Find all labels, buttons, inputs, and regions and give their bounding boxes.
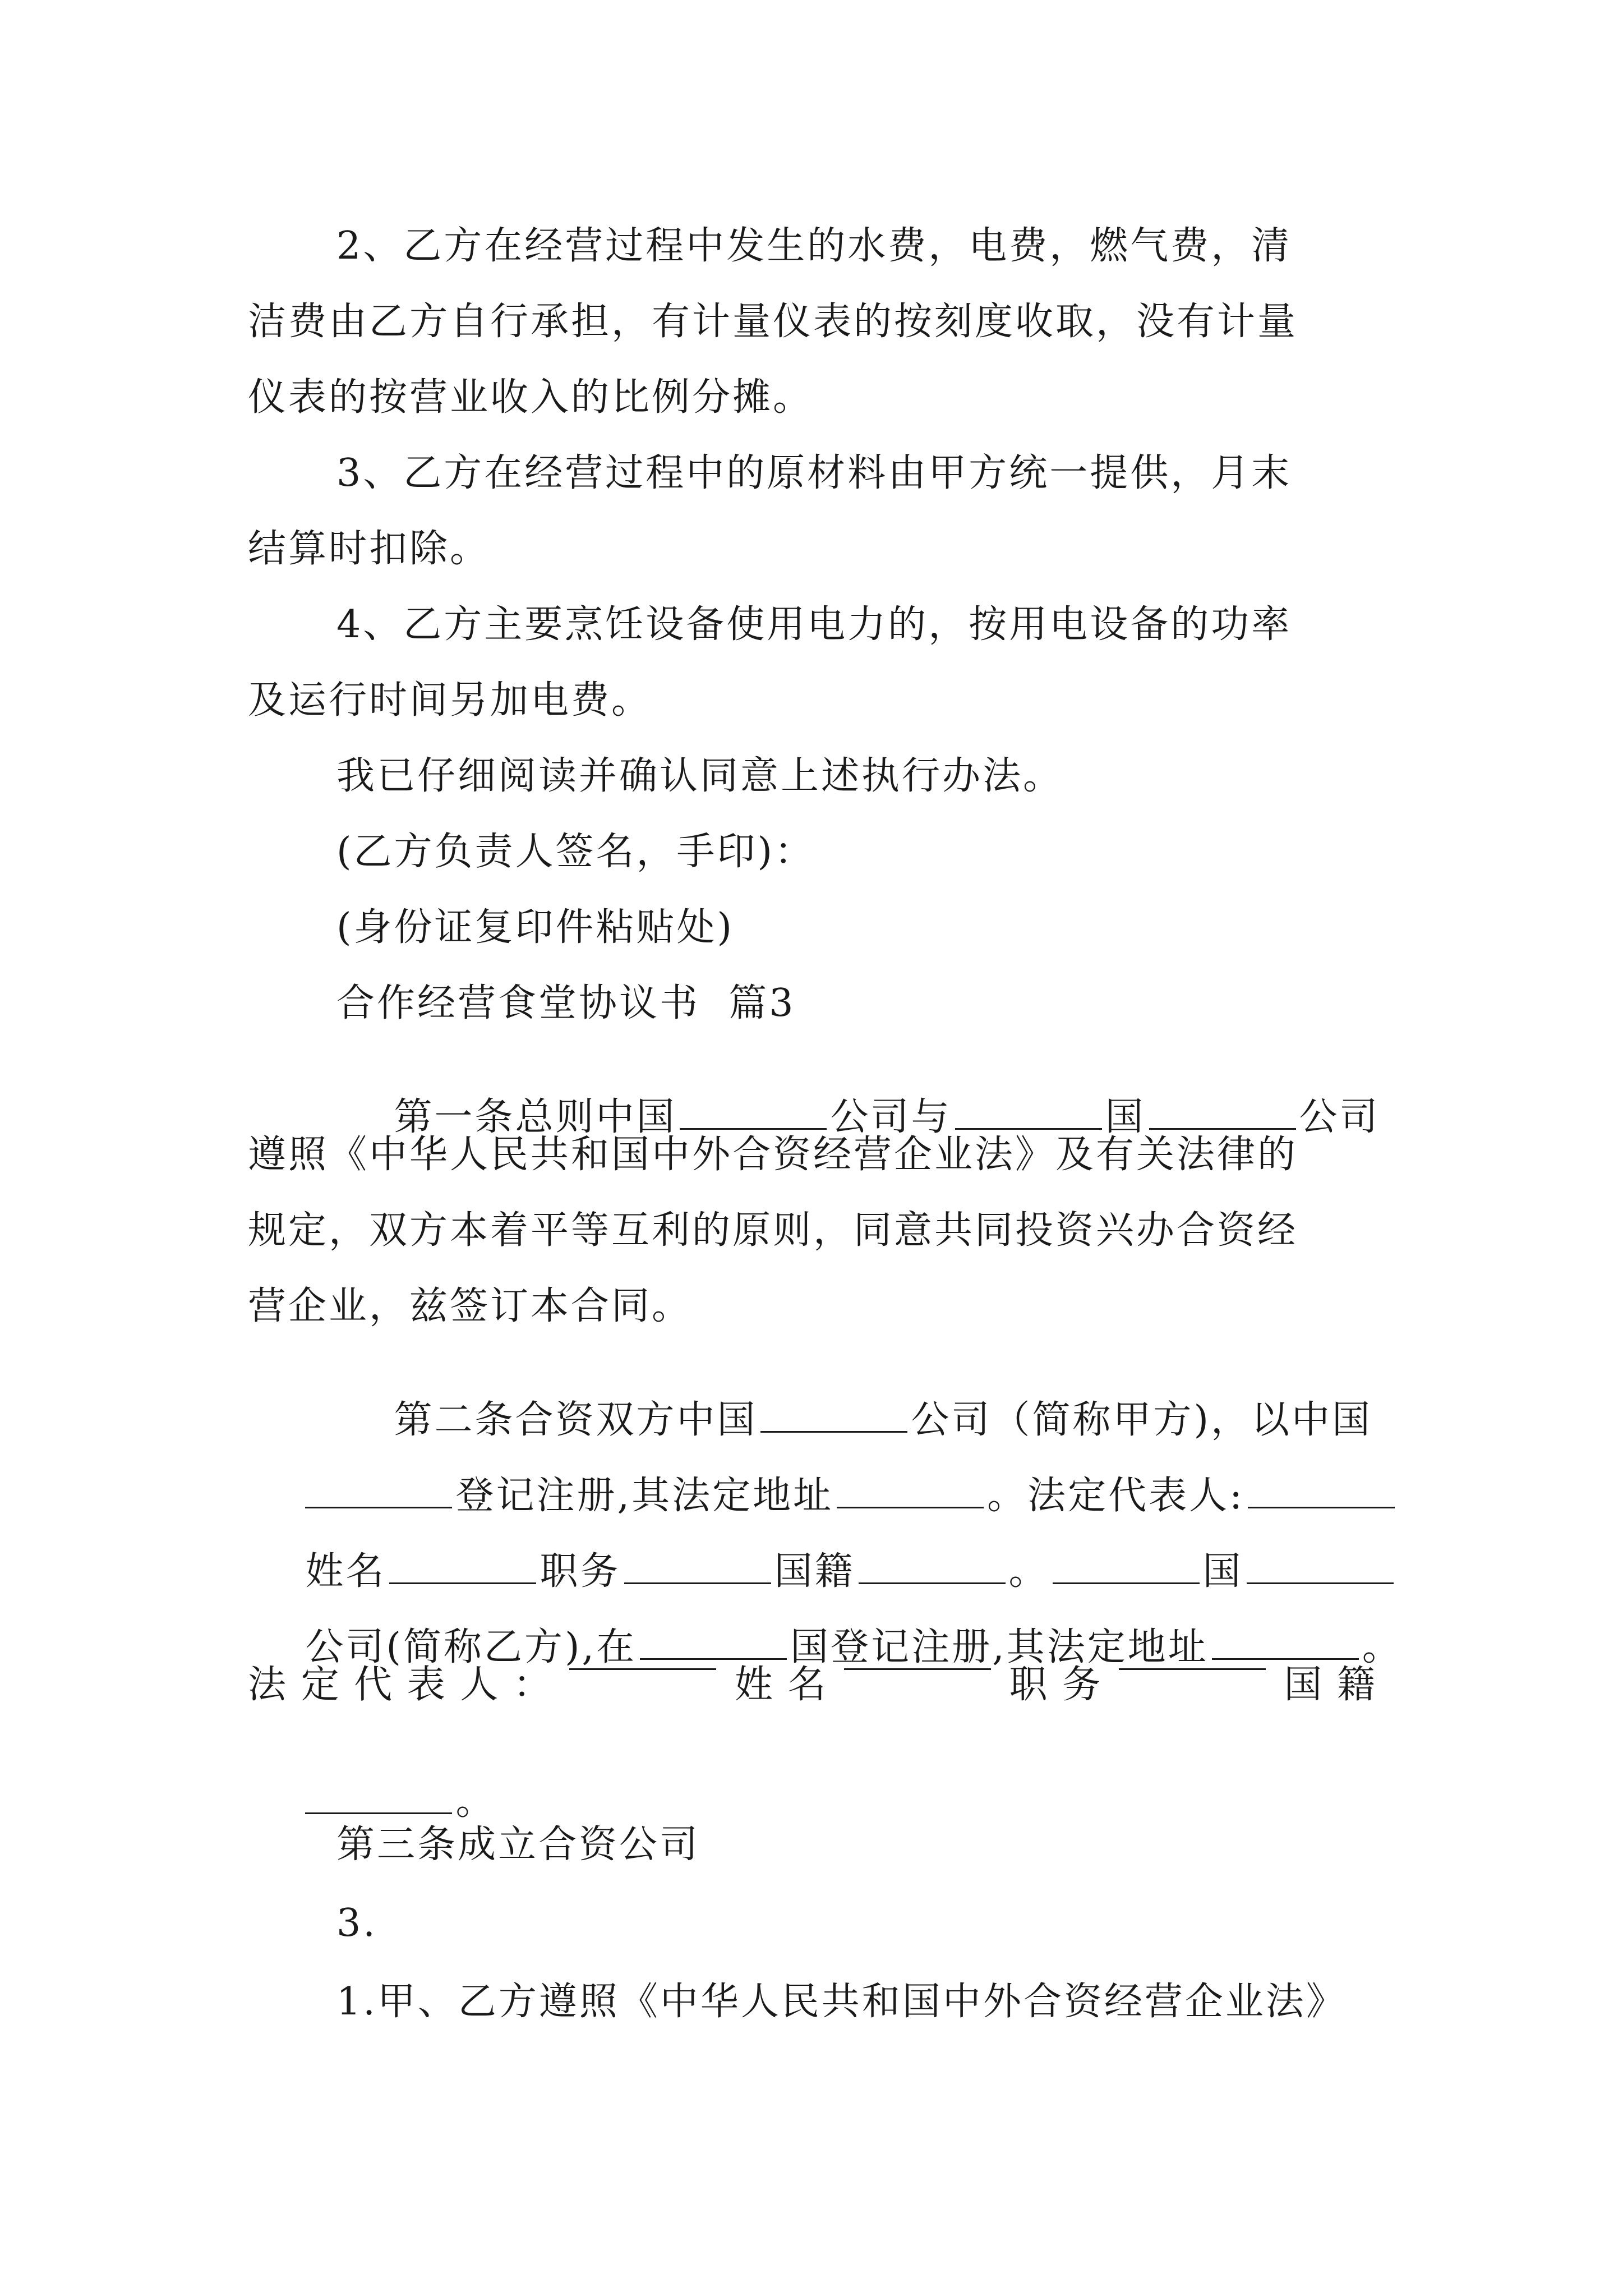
text: 国	[1105, 1095, 1146, 1139]
text: 名	[787, 1663, 826, 1707]
text: 国登记注册,其法定地址	[790, 1625, 1209, 1669]
id-copy-line: (身份证复印件粘贴处)	[336, 905, 735, 950]
blank-field	[1248, 1504, 1395, 1508]
blank-field	[305, 1810, 452, 1814]
article-2-line-5	[248, 1663, 1375, 1707]
blank-field	[1149, 1126, 1296, 1130]
text: 。	[1362, 1625, 1403, 1669]
blank-field	[859, 1580, 1006, 1584]
blank-field	[640, 1656, 787, 1660]
blank-field	[760, 1429, 907, 1433]
text: 法	[248, 1663, 287, 1707]
text: 国籍	[774, 1549, 855, 1594]
article-3-item-1: 1.甲、乙方遵照《中华人民共和国中外合资经营企业法》	[336, 1980, 1347, 2024]
text: 公司	[1299, 1095, 1380, 1139]
blank-field	[1212, 1656, 1359, 1660]
paragraph-line: 仪表的按营业收入的比例分摊。	[248, 375, 814, 420]
paragraph-line: 洁费由乙方自行承担，有计量仪表的按刻度收取，没有计量	[248, 300, 1298, 344]
blank-field	[837, 1504, 984, 1508]
blank-field	[389, 1580, 536, 1584]
text: 职	[1009, 1663, 1048, 1707]
text: ：	[513, 1663, 551, 1707]
blank-field	[1119, 1666, 1266, 1670]
text: 姓名	[305, 1549, 386, 1594]
blank-field	[305, 1504, 452, 1508]
text: 公司与	[830, 1095, 952, 1139]
text: 定	[301, 1663, 339, 1707]
text: 国	[1284, 1663, 1322, 1707]
text: 职务	[540, 1549, 621, 1594]
blank-field	[1247, 1580, 1394, 1584]
text: 公司(简称乙方),在	[305, 1625, 637, 1669]
paragraph-line: 4、乙方主要烹饪设备使用电力的，按用电设备的功率	[336, 602, 1292, 647]
text: 第二条合资双方中国	[394, 1398, 758, 1442]
article-3-title: 第三条成立合资公司	[336, 1823, 700, 1867]
blank-field	[624, 1580, 771, 1584]
text: 公司（简称甲方)，以中国	[911, 1398, 1373, 1442]
text: 人	[460, 1663, 499, 1707]
article-1-line-3: 规定，双方本着平等互利的原则，同意共同投资兴办合资经	[248, 1208, 1298, 1253]
article-1-line-4: 营企业，兹签订本合同。	[248, 1284, 693, 1328]
blank-field	[569, 1666, 716, 1670]
text: 。法定代表人:	[987, 1474, 1245, 1518]
text: 务	[1062, 1663, 1101, 1707]
paragraph-line: 3、乙方在经营过程中的原材料由甲方统一提供，月末	[336, 451, 1292, 495]
text: 表	[407, 1663, 445, 1707]
article-3-number: 3.	[336, 1901, 377, 1945]
text: 籍	[1336, 1663, 1375, 1707]
article-1-line-2: 遵照《中华人民共和国中外合资经营企业法》及有关法律的	[248, 1133, 1298, 1177]
paragraph-line: 2、乙方在经营过程中发生的水费，电费，燃气费，清	[336, 224, 1292, 268]
paragraph-line: 我已仔细阅读并确认同意上述执行办法。	[336, 754, 1064, 798]
paragraph-line: 结算时扣除。	[248, 527, 491, 571]
text: 代	[354, 1663, 393, 1707]
text: 登记注册,其法定地址	[455, 1474, 834, 1518]
text: 姓	[734, 1663, 773, 1707]
signature-line: (乙方负责人签名，手印)：	[336, 830, 815, 874]
paragraph-line: 及运行时间另加电费。	[248, 678, 652, 723]
text: 国	[1202, 1549, 1243, 1594]
text: 。	[455, 1779, 496, 1824]
blank-field	[1053, 1580, 1200, 1584]
text: 。	[1008, 1549, 1049, 1594]
blank-field	[680, 1126, 827, 1130]
section-heading: 合作经营食堂协议书 篇3	[336, 981, 796, 1025]
blank-field	[844, 1666, 991, 1670]
text: 第一条总则中国	[394, 1095, 677, 1139]
blank-field	[955, 1126, 1102, 1130]
